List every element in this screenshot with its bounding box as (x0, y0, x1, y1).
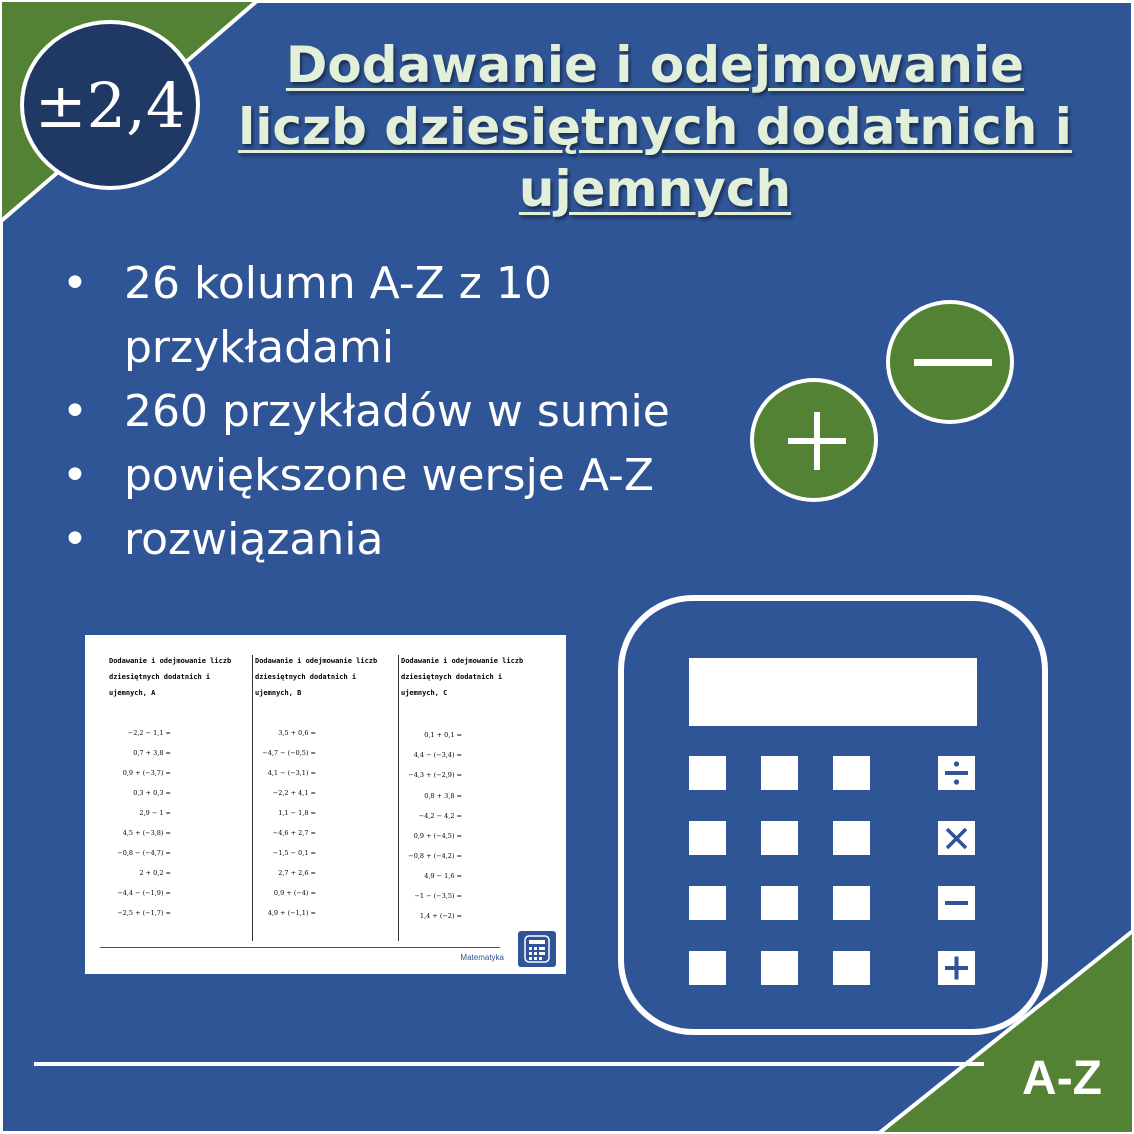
bullet-icon: • (62, 450, 88, 501)
footer-calculator-icon (518, 931, 556, 967)
worksheet-preview (85, 635, 566, 974)
worksheet-example: 0,8 + 3,8 = (424, 792, 462, 800)
minus-key-icon (945, 901, 968, 905)
worksheet-example: −4,6 + 2,7 = (272, 829, 316, 837)
worksheet-example: 4,4 − (−3,4) = (413, 751, 462, 759)
worksheet-example: −4,2 − 4,2 = (418, 812, 462, 820)
worksheet-example: 0,9 + (−4) = (273, 889, 316, 897)
bullet-icon: • (62, 258, 88, 309)
list-item (60, 380, 740, 444)
worksheet-example: −0,8 + (−4,2) = (408, 852, 462, 860)
column-heading-line: ujemnych, B (255, 689, 302, 697)
bullet-icon: • (62, 386, 88, 437)
worksheet-example: 2,9 − 1 = (139, 809, 171, 817)
column-divider (398, 655, 399, 941)
list-item (60, 252, 740, 380)
footer-label: Matematyka (460, 953, 504, 962)
minus-circle (886, 300, 1014, 424)
badge (20, 20, 200, 190)
worksheet-column-c (401, 653, 541, 701)
worksheet-column-b (255, 653, 395, 701)
worksheet-example: 1,4 + (−2) = (419, 912, 462, 920)
worksheet-example: 0,9 + (−3,7) = (122, 769, 171, 777)
list-item-text: powiększone wersje A-Z (124, 450, 654, 501)
worksheet-example: 3,5 + 0,6 = (278, 729, 316, 737)
column-heading-line: Dodawanie i odejmowanie liczb (255, 657, 378, 665)
worksheet-example: 4,9 − 1,6 = (424, 872, 462, 880)
worksheet-example: −2,2 + 4,1 = (272, 789, 316, 797)
list-item-text: 26 kolumn A-Z z 10 przykładami (124, 258, 552, 373)
list-item (60, 444, 740, 508)
worksheet-example: 0,7 + 3,8 = (133, 749, 171, 757)
calculator-keys (689, 756, 975, 985)
plus-icon (754, 382, 874, 498)
worksheet-example: 4,5 + (−3,8) = (122, 829, 171, 837)
worksheet-example: −1,5 − 0,1 = (272, 849, 316, 857)
worksheet-example: 4,1 − (−3,1) = (267, 769, 316, 777)
worksheet-example: 2,7 + 2,6 = (278, 869, 316, 877)
calculator-icon (615, 592, 1051, 1038)
corner-label: A-Z (1022, 1052, 1102, 1105)
worksheet-example: −0,8 − (−4,7) = (117, 849, 171, 857)
worksheet-example: 0,1 + 0,1 = (424, 731, 462, 739)
column-heading-line: Dodawanie i odejmowanie liczb (401, 657, 524, 665)
worksheet-example: −4,7 − (−0,5) = (262, 749, 316, 757)
worksheet-example: 1,1 − 1,8 = (278, 809, 316, 817)
worksheet-column-a (109, 653, 249, 701)
worksheet-example: 4,9 + (−1,1) = (267, 909, 316, 917)
column-divider (252, 655, 253, 941)
column-heading-line: ujemnych, A (109, 689, 156, 697)
list-item (60, 508, 740, 572)
worksheet-example: −1 − (−3,5) = (414, 892, 462, 900)
column-heading-line: ujemnych, C (401, 689, 448, 697)
list-item-text: 260 przykładów w sumie (124, 386, 670, 437)
footer-line (100, 947, 500, 948)
worksheet-example: −2,5 + (−1,7) = (117, 909, 171, 917)
plus-circle (750, 378, 878, 502)
column-heading-line: dziesiętnych dodatnich i (109, 673, 211, 681)
worksheet-example: −2,2 − 1,1 = (127, 729, 171, 737)
feature-list (60, 252, 740, 572)
worksheet-example: 0,9 + (−4,5) = (413, 832, 462, 840)
column-heading-line: Dodawanie i odejmowanie liczb (109, 657, 232, 665)
minus-icon (890, 304, 1010, 420)
column-heading-line: dziesiętnych dodatnich i (255, 673, 357, 681)
worksheet-example: 2 + 0,2 = (139, 869, 171, 877)
bullet-icon: • (62, 514, 88, 565)
calculator-display (689, 658, 977, 726)
worksheet-example: 0,3 + 0,3 = (133, 789, 171, 797)
badge-text: ±2,4 (34, 68, 186, 142)
page-title: Dodawanie i odejmowanie liczb dziesiętnych dodatnich i ujemnych (238, 36, 1072, 218)
list-item-text: rozwiązania (124, 514, 384, 565)
worksheet-example: −4,4 − (−1,9) = (117, 889, 171, 897)
worksheet-example: −4,3 + (−2,9) = (408, 771, 462, 779)
column-heading-line: dziesiętnych dodatnich i (401, 673, 503, 681)
